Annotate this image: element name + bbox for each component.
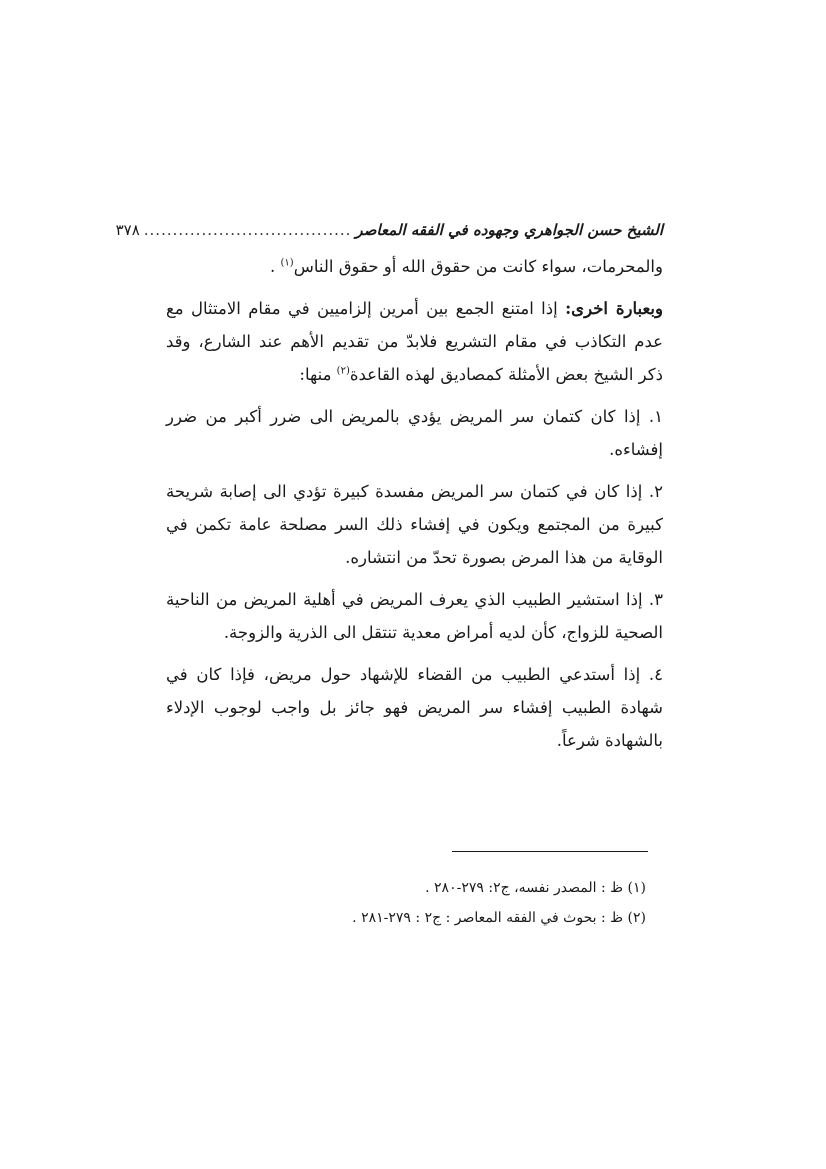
list-item-1: ١. إذا كان كتمان سر المريض يؤدي بالمريض الى ضرر أكبر من ضرر إفشاءه.: [166, 407, 663, 459]
running-title: الشيخ حسن الجواهري وجهوده في الفقه المعاصر: [355, 221, 663, 239]
leader-dots: ....................................: [143, 221, 352, 239]
footnotes: [166, 873, 646, 933]
paragraph-rule-statement: [166, 292, 663, 391]
paragraph-tail: .: [270, 257, 276, 276]
paragraph-continuation: [166, 250, 663, 283]
footnote-ref-1[interactable]: (١): [280, 257, 294, 269]
footnote-ref-2[interactable]: (٢): [336, 365, 350, 377]
footnote-1: (١) ظ : المصدر نفسه، ج٢: ٢٧٩-٢٨٠ .: [425, 880, 646, 896]
list-item-2: ٢. إذا كان في كتمان سر المريض مفسدة كبيرة تؤدي الى إصابة شريحة كبيرة من المجتمع ويكون في إفشاء ذلك السر مصلحة عامة تكمن في الوقاية من هذا المرض بصورة تحدّ من انتشاره.: [166, 482, 663, 567]
paragraph-lead: وبعبارة اخرى:: [565, 299, 663, 318]
footnote-divider: [452, 851, 648, 852]
list-item-3: ٣. إذا استشير الطبيب الذي يعرف المريض في أهلية المريض من الناحية الصحية للزواج، كأن لديه أمراض معدية تنتقل الى الذرية والزوجة.: [166, 590, 663, 642]
paragraph-text: إذا امتنع الجمع بين أمرين إلزاميين في مقام الامتثال مع عدم التكاذب في مقام التشريع فلابدّ من تقديم الأهم عند الشارع، وقد ذكر الشيخ بعض الأمثلة كمصاديق لهذه القاعدة: [166, 299, 663, 384]
paragraph-text: والمحرمات، سواء كانت من حقوق الله أو حقوق الناس: [293, 257, 663, 276]
paragraph-text-end: منها:: [299, 365, 337, 384]
page-content: [115, 218, 663, 757]
footnote-2: (٢) ظ : بحوث في الفقه المعاصر : ج٢ : ٢٧٩-٢٨١ .: [352, 910, 646, 926]
page-number: ٣٧٨: [115, 221, 140, 239]
running-header: [115, 218, 663, 244]
list-item-4: ٤. إذا أستدعي الطبيب من القضاء للإشهاد حول مريض، فإذا كان في شهادة الطبيب إفشاء سر المريض فهو جائز بل واجب لوجوب الإدلاء بالشهادة شرعاً.: [166, 665, 663, 750]
